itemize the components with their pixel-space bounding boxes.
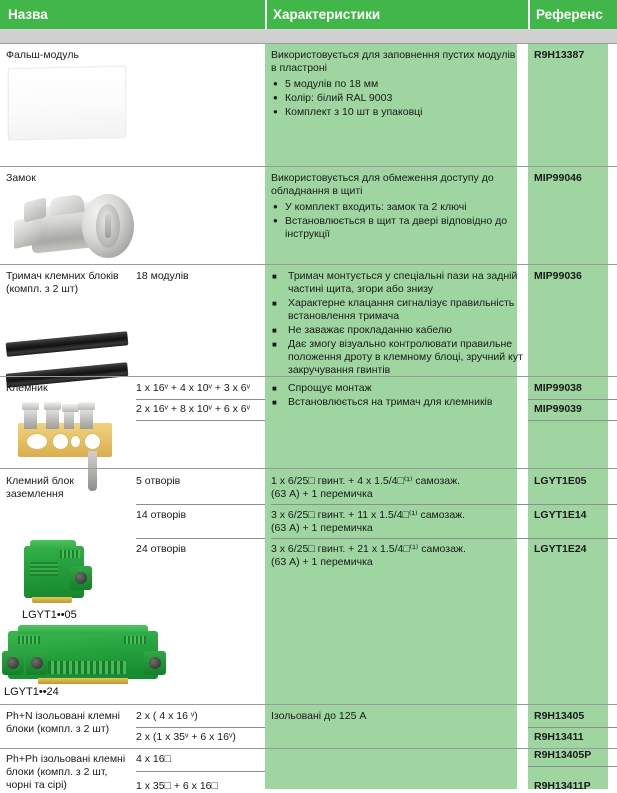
product-name-line1: Ph+N ізольовані клемні [6,710,120,722]
lock-keyslot-shape [105,214,111,238]
earth-block-port [2,651,24,675]
product-name [6,710,136,736]
sub-row-divider [528,538,617,539]
product-spec [271,382,523,410]
spec-bullet: ■ Встановлюється на тримач для клемників [271,396,523,409]
product-variant: 4 x 16□ [136,753,171,765]
sub-row-divider [528,399,617,400]
row-divider [0,166,617,167]
earth-block-cap [18,625,148,634]
product-variant: 2 x ( 4 x 16 ᵛ) [136,710,198,722]
spec-line1: 3 x 6/25□ гвинт. + 11 x 1.5/4□⁽¹⁾ самозаж. [271,509,466,521]
table-header-row [0,0,617,29]
product-variant: 2 x (1 x 35ᵛ + 6 x 16ᵛ) [136,731,236,743]
spec-bullet-list [271,201,523,241]
product-variant: 14 отворів [136,509,187,521]
product-reference[interactable]: R9H13405P [534,749,592,761]
product-reference[interactable]: R9H13411P [534,780,591,792]
product-variant: 2 x 16ᵛ + 8 x 10ᵛ + 6 x 6ᵛ [136,403,251,415]
lock-image [10,188,140,266]
row-divider [0,376,617,377]
row-divider [0,748,617,749]
terminal-hole [70,435,81,448]
spec-line2: (63 А) + 1 перемичка [271,522,373,534]
spec-bullet: ■ Спрощує монтаж [271,382,523,395]
product-name: Замок [6,172,36,184]
column-header-name: Назва [8,7,48,22]
product-reference[interactable]: LGYT1E24 [534,543,587,555]
row-divider [0,43,617,44]
din-rail-holder-image-top [6,331,129,357]
product-reference[interactable]: MIP99036 [534,270,582,282]
product-variant: 1 x 16ᵛ + 4 x 10ᵛ + 3 x 6ᵛ [136,382,251,394]
product-name-line2: заземлення [6,488,64,500]
earth-block-grill [18,636,40,644]
earth-block-port [144,651,166,675]
product-spec [271,543,523,569]
earth-block-port [70,566,92,590]
product-reference[interactable]: R9H13405 [534,710,585,722]
spec-bullet: ● Встановлюється в щит та двері відповідно до інструкції [271,215,523,241]
product-reference[interactable]: R9H13387 [534,49,585,61]
product-reference[interactable]: R9H13411 [534,731,584,743]
product-name-line2: блоки (компл. з 2 шт) [6,723,110,735]
terminal-screw [24,407,37,429]
sub-row-divider [136,727,265,728]
row-divider [0,264,617,265]
terminal-screw [80,407,93,429]
earth-block-long-image [8,631,158,679]
terminal-screw [46,407,59,429]
product-name: Фальш-модуль [6,49,79,61]
sub-row-divider [136,399,265,400]
earth-block-small-image [24,546,84,598]
product-name-line1: Тримач клемних блоків [6,270,119,282]
earth-block-foot [38,678,128,684]
spec-line2: (63 А) + 1 перемичка [271,488,373,500]
spec-bullet: ■ Характерне клацання сигналізує правильність встановлення тримача [271,297,523,323]
spec-line1: 1 x 6/25□ гвинт. + 4 x 1.5/4□⁽¹⁾ самозаж. [271,475,461,487]
row-divider [0,704,617,705]
product-name-line2: блоки (компл. з 2 шт, [6,766,108,778]
spec-line1: 3 x 6/25□ гвинт. + 21 x 1.5/4□⁽¹⁾ самозаж. [271,543,466,555]
spec-bullet: ● Комплект з 10 шт в упаковці [271,106,523,119]
product-reference[interactable]: LGYT1E14 [534,509,587,521]
product-variant: 1 x 35□ + 6 x 16□ [136,780,218,792]
product-spec [271,172,523,242]
header-grey-band [0,29,617,43]
sub-row-divider [136,538,265,539]
earth-block-teeth [48,661,126,674]
product-variant: 5 отворів [136,475,181,487]
column-rule-spec [265,43,517,789]
spec-bullet: ● Колір: білий RAL 9003 [271,92,523,105]
column-header-reference: Референс [528,0,617,29]
table-body [0,43,617,792]
earth-block-long-caption: LGYT1••24 [4,686,59,698]
earth-block-label-strip [30,562,58,576]
spec-bullet: ■ Тримач монтується у спеціальні пази на задній частині щита, згори або знизу [271,270,523,296]
product-spec [271,509,523,535]
spec-line2: (63 А) + 1 перемичка [271,556,373,568]
product-name [6,753,138,792]
earth-block-small-caption: LGYT1••05 [22,609,77,621]
earth-block-cap [30,540,76,550]
spec-bullet-list [271,382,523,409]
earth-block-foot [32,597,72,603]
product-name-line2: (компл. з 2 шт) [6,283,79,295]
row-divider [0,468,617,469]
product-name [6,475,134,501]
product-name-line1: Ph+Ph ізольовані клемні [6,753,126,765]
earth-block-grill [124,636,146,644]
product-variant: 18 модулів [136,270,189,282]
product-reference[interactable]: MIP99039 [534,403,582,415]
sub-row-divider [528,766,617,767]
sub-row-divider [528,727,617,728]
sub-row-divider [136,504,265,505]
earth-block-grill [60,550,80,558]
product-spec [271,49,523,120]
sub-row-divider [136,420,265,421]
product-spec [271,475,523,501]
terminal-hole [84,433,101,450]
product-name: Клемник [6,382,48,394]
sub-row-divider [528,420,617,421]
product-variant: 24 отворів [136,543,187,555]
spec-bullet: ● У комплект входить: замок та 2 ключі [271,201,523,214]
spec-bullet-list [271,270,523,377]
spec-bullet: ■ Не заважає прокладанню кабелю [271,324,523,337]
sub-row-divider [136,771,265,772]
sub-row-divider [271,538,528,539]
product-reference[interactable]: MIP99038 [534,382,582,394]
product-name [6,270,134,296]
product-spec [271,270,523,378]
product-reference[interactable]: LGYT1E05 [534,475,587,487]
spec-intro: Використовується для обмеження доступу до обладнання в щиті [271,172,494,197]
sub-row-divider [271,504,528,505]
product-spec: Ізольовані до 125 А [271,710,367,722]
spec-bullet-list [271,78,523,119]
product-name-line3: чорні та сірі) [6,779,67,791]
terminal-screw [64,409,74,429]
earth-block-port [26,651,48,675]
column-rule-reference [528,43,608,789]
product-reference[interactable]: MIP99046 [534,172,582,184]
spec-bullet: ■ Дає змогу візуально контролювати правильне положення дроту в клемному блоці, зручний кут закручування гвинтів [271,338,523,377]
spec-bullet: ● 5 модулів по 18 мм [271,78,523,91]
column-header-spec: Характеристики [265,0,528,29]
product-name-line1: Клемний блок [6,475,74,487]
terminal-hole [52,433,69,450]
blank-module-image [8,66,126,140]
spec-intro: Використовується для заповнення пустих модулів в пластроні [271,49,516,74]
terminal-hole [26,433,48,450]
sub-row-divider [528,504,617,505]
